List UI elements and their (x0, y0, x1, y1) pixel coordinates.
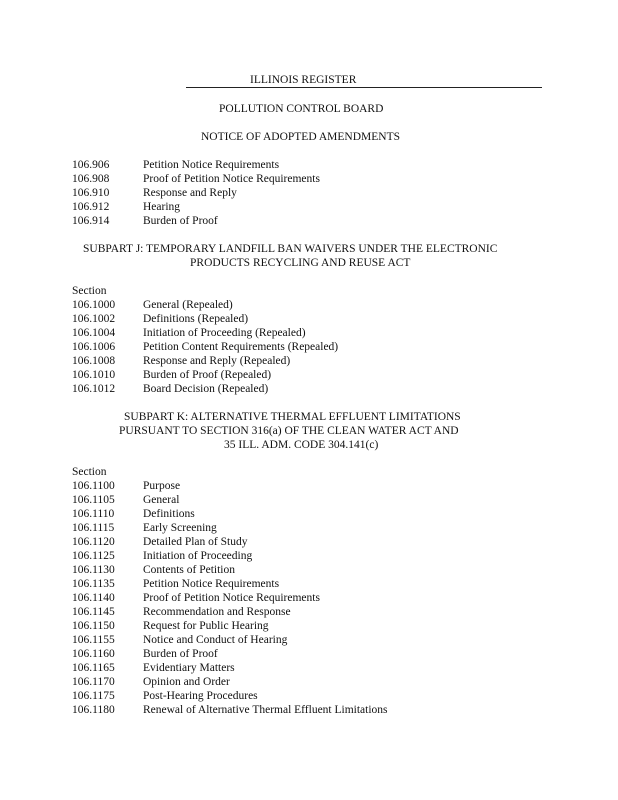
subpart-j-section-label: Section (72, 285, 107, 297)
section-number: 106.1110 (72, 508, 115, 520)
subpart-k-section-label: Section (72, 466, 107, 478)
section-number: 106.1008 (72, 355, 116, 367)
section-title: Hearing (143, 201, 181, 213)
agency-title: POLLUTION CONTROL BOARD (219, 103, 384, 115)
subpart-j-heading-line1: SUBPART J: TEMPORARY LANDFILL BAN WAIVERS UNDER THE ELECTRONIC (83, 243, 498, 255)
section-number: 106.1130 (72, 564, 115, 576)
section-title: Early Screening (143, 522, 217, 534)
section-number: 106.1170 (72, 676, 115, 688)
section-title: Request for Public Hearing (143, 620, 269, 632)
section-title: Board Decision (Repealed) (143, 383, 269, 395)
section-number: 106.1004 (72, 327, 116, 339)
section-title: Detailed Plan of Study (143, 536, 248, 548)
section-title: Purpose (143, 480, 181, 492)
register-title: ILLINOIS REGISTER (250, 74, 357, 86)
section-title: Opinion and Order (143, 676, 230, 688)
section-number: 106.910 (72, 187, 110, 199)
section-number: 106.1100 (72, 480, 115, 492)
section-title: Renewal of Alternative Thermal Effluent Limitations (143, 704, 388, 716)
section-number: 106.1105 (72, 494, 115, 506)
section-number: 106.1160 (72, 648, 115, 660)
section-title: Response and Reply (143, 187, 237, 199)
section-title: Petition Content Requirements (Repealed) (143, 341, 339, 353)
section-number: 106.1010 (72, 369, 116, 381)
section-number: 106.1002 (72, 313, 116, 325)
section-number: 106.1012 (72, 383, 116, 395)
header-rule (186, 87, 542, 88)
section-title: Response and Reply (Repealed) (143, 355, 291, 367)
section-title: Definitions (Repealed) (143, 313, 249, 325)
section-number: 106.908 (72, 173, 110, 185)
section-title: Recommendation and Response (143, 606, 291, 618)
section-title: Burden of Proof (143, 648, 218, 660)
section-title: Burden of Proof (Repealed) (143, 369, 272, 381)
section-number: 106.1165 (72, 662, 115, 674)
section-number: 106.1135 (72, 578, 115, 590)
section-title: Definitions (143, 508, 195, 520)
section-number: 106.912 (72, 201, 110, 213)
section-number: 106.1125 (72, 550, 115, 562)
section-number: 106.1145 (72, 606, 115, 618)
section-number: 106.1000 (72, 299, 116, 311)
section-title: Proof of Petition Notice Requirements (143, 592, 320, 604)
section-title: Notice and Conduct of Hearing (143, 634, 288, 646)
section-number: 106.1180 (72, 704, 115, 716)
section-title: Initiation of Proceeding (Repealed) (143, 327, 306, 339)
section-title: Burden of Proof (143, 215, 218, 227)
section-number: 106.1140 (72, 592, 115, 604)
section-number: 106.1115 (72, 522, 115, 534)
section-title: Petition Notice Requirements (143, 159, 280, 171)
section-title: Proof of Petition Notice Requirements (143, 173, 320, 185)
section-number: 106.1155 (72, 634, 115, 646)
section-number: 106.906 (72, 159, 110, 171)
subpart-j-heading-line2: PRODUCTS RECYCLING AND REUSE ACT (190, 257, 411, 269)
section-number: 106.1120 (72, 536, 115, 548)
section-number: 106.1150 (72, 620, 115, 632)
section-number: 106.914 (72, 215, 110, 227)
section-number: 106.1175 (72, 690, 115, 702)
section-title: Contents of Petition (143, 564, 235, 576)
notice-title: NOTICE OF ADOPTED AMENDMENTS (201, 131, 401, 143)
section-title: Post-Hearing Procedures (143, 690, 258, 702)
section-number: 106.1006 (72, 341, 116, 353)
subpart-k-heading-line3: 35 ILL. ADM. CODE 304.141(c) (224, 439, 379, 451)
section-title: Initiation of Proceeding (143, 550, 253, 562)
section-title: Evidentiary Matters (143, 662, 235, 674)
subpart-k-heading-line1: SUBPART K: ALTERNATIVE THERMAL EFFLUENT LIMITATIONS (124, 411, 461, 423)
subpart-k-heading-line2: PURSUANT TO SECTION 316(a) OF THE CLEAN WATER ACT AND (119, 425, 459, 437)
section-title: General (Repealed) (143, 299, 233, 311)
section-title: General (143, 494, 180, 506)
section-title: Petition Notice Requirements (143, 578, 280, 590)
